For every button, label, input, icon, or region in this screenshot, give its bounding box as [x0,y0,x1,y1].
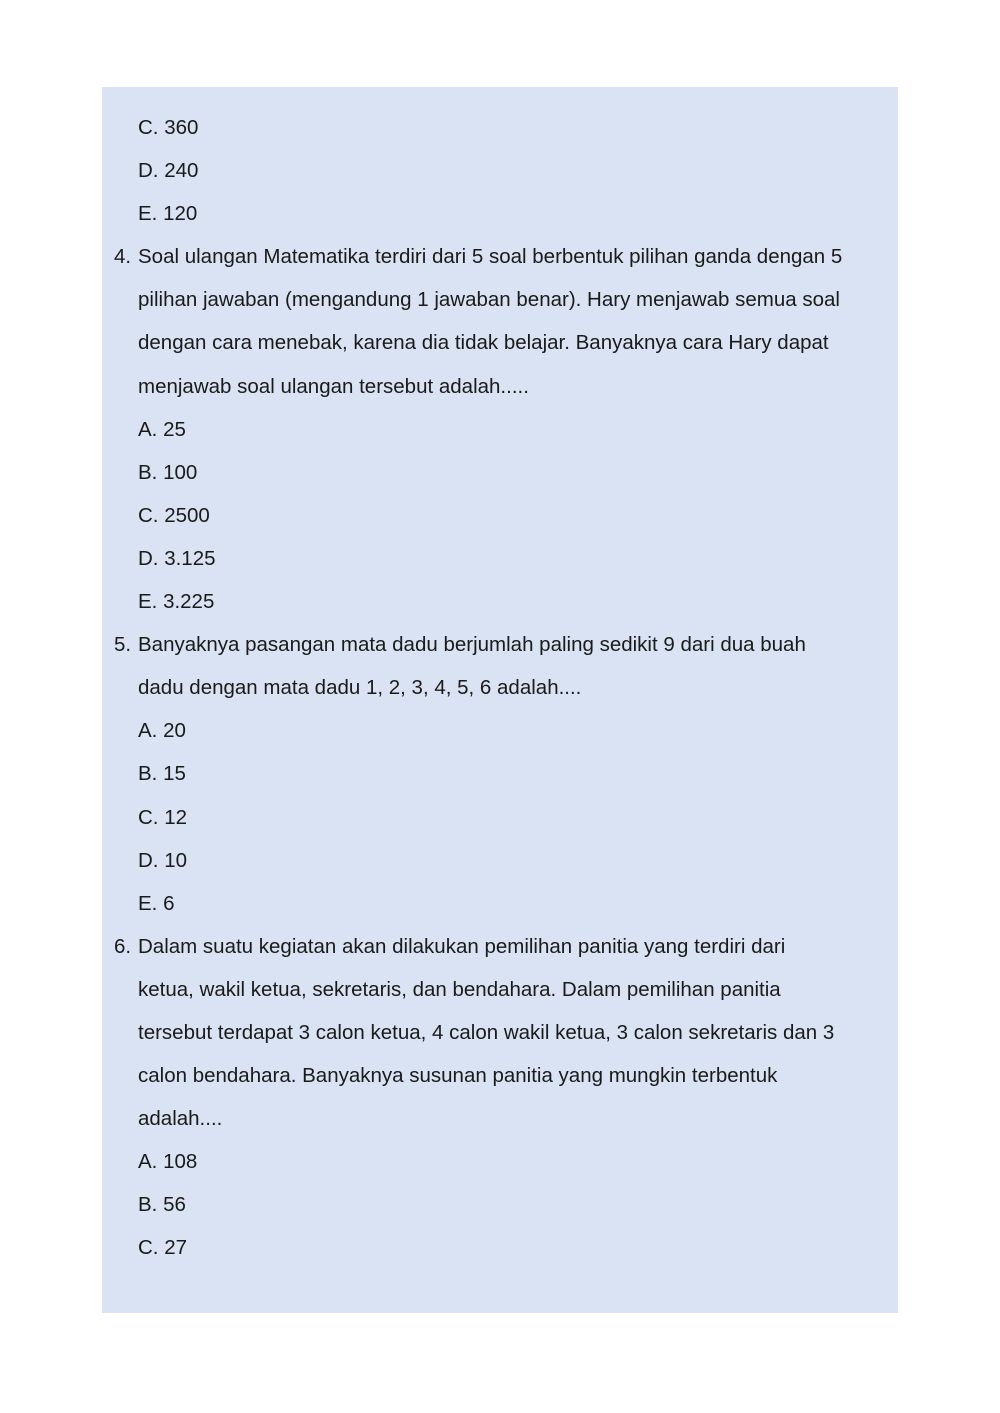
option[interactable]: D. 240 [138,159,199,183]
option[interactable]: E. 3.225 [138,590,215,614]
question-number: 6. [114,934,132,958]
question-line: tersebut terdapat 3 calon ketua, 4 calon wakil ketua, 3 calon sekretaris dan 3 [138,1020,835,1044]
question-text [138,925,894,1140]
option[interactable]: B. 100 [138,460,198,484]
question-line: menjawab soal ulangan tersebut adalah..... [138,374,529,398]
option[interactable]: C. 2500 [138,503,210,527]
question-line: dadu dengan mata dadu 1, 2, 3, 4, 5, 6 adalah.... [138,676,582,700]
question-line: Dalam suatu kegiatan akan dilakukan pemilihan panitia yang terdiri dari [138,934,786,958]
option[interactable]: D. 3.125 [138,546,216,570]
question-number: 5. [114,633,132,657]
option[interactable]: B. 56 [138,1193,186,1217]
worksheet-content [114,106,894,1270]
option[interactable]: A. 25 [138,417,186,441]
option[interactable]: C. 360 [138,116,199,139]
question-text [138,623,894,709]
question-4 [114,235,894,407]
question-5 [114,623,894,709]
question-6 [114,925,894,1140]
question-line: dengan cara menebak, karena dia tidak belajar. Banyaknya cara Hary dapat [138,331,829,355]
option[interactable]: C. 27 [138,1236,187,1260]
option[interactable]: A. 20 [138,719,186,743]
option[interactable]: E. 120 [138,202,198,226]
question-line: ketua, wakil ketua, sekretaris, dan bendahara. Dalam pemilihan panitia [138,977,781,1001]
option[interactable]: A. 108 [138,1150,198,1174]
question-line: adalah.... [138,1107,223,1131]
option[interactable]: B. 15 [138,762,186,786]
question-line: calon bendahara. Banyaknya susunan panitia yang mungkin terbentuk [138,1064,778,1088]
option[interactable]: C. 12 [138,805,187,829]
question-text [138,235,894,407]
question-line: Soal ulangan Matematika terdiri dari 5 soal berbentuk pilihan ganda dengan 5 [138,245,843,269]
option[interactable]: D. 10 [138,848,187,872]
question-number: 4. [114,245,132,269]
question-line: pilihan jawaban (mengandung 1 jawaban benar). Hary menjawab semua soal [138,288,840,312]
option[interactable]: E. 6 [138,891,175,915]
question-line: Banyaknya pasangan mata dadu berjumlah paling sedikit 9 dari dua buah [138,633,806,657]
